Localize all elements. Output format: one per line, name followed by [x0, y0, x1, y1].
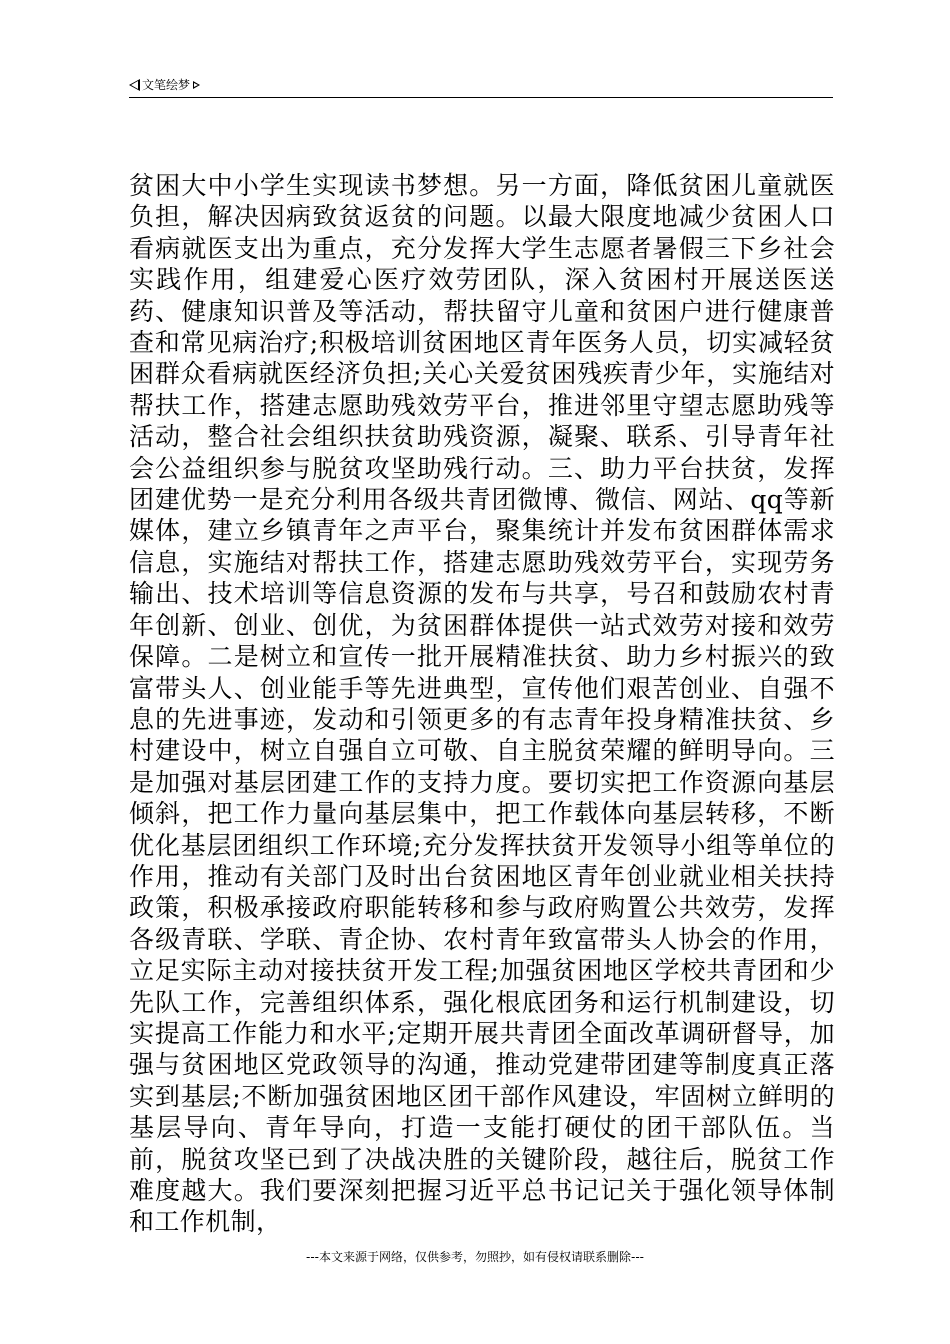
header-title: 文笔绘梦	[142, 78, 191, 92]
footer-disclaimer: ---本文来源于网络，仅供参考，勿照抄，如有侵权请联系删除---	[306, 1250, 644, 1264]
body-paragraph: 贫困大中小学生实现读书梦想。另一方面，降低贫困儿童就医负担，解决因病致贫返贫的问题。以最大限度地减少贫困人口看病就医支出为重点，充分发挥大学生志愿者暑假三下乡社会实践作用，组建爱心医疗效劳团队，深入贫困村开展送医送药、健康知识普及等活动，帮扶留守儿童和贫困户进行健康普查和常见病治疗;积极培训贫困地区青年医务人员，切实减轻贫困群众看病就医经济负担;关心关爱贫困残疾青少年，实施结对帮扶工作，搭建志愿助残效劳平台，推进邻里守望志愿助残等活动，整合社会组织扶贫助残资源，凝聚、联系、引导青年社会公益组织参与脱贫攻坚助残行动。三、助力平台扶贫，发挥团建优势一是充分利用各级共青团微博、微信、网站、qq等新媒体，建立乡镇青年之声平台，聚集统计并发布贫困群体需求信息，实施结对帮扶工作，搭建志愿助残效劳平台，实现劳务输出、技术培训等信息资源的发布与共享，号召和鼓励农村青年创新、创业、创优，为贫困群体提供一站式效劳对接和效劳保障。二是树立和宣传一批开展精准扶贫、助力乡村振兴的致富带头人、创业能手等先进典型，宣传他们艰苦创业、自强不息的先进事迹，发动和引领更多的有志青年投身精准扶贫、乡村建设中，树立自强自立可敬、自主脱贫荣耀的鲜明导向。三是加强对基层团建工作的支持力度。要切实把工作资源向基层倾斜，把工作力量向基层集中，把工作载体向基层转移，不断优化基层团组织工作环境;充分发挥扶贫开发领导小组等单位的作用，推动有关部门及时出台贫困地区青年创业就业相关扶持政策，积极承接政府职能转移和参与政府购置公共效劳，发挥各级青联、学联、青企协、农村青年致富带头人协会的作用，立足实际主动对接扶贫开发工程;加强贫困地区学校共青团和少先队工作，完善组织体系，强化根底团务和运行机制建设，切实提高工作能力和水平;定期开展共青团全面改革调研督导，加强与贫困地区党政领导的沟通，推动党建带团建等制度真正落实到基层;不断加强贫困地区团干部作风建设，牢固树立鲜明的基层导向、青年导向，打造一支能打硬仗的团干部队伍。当前，脱贫攻坚已到了决战决胜的关键阶段，越往后，脱贫工作难度越大。我们要深刻把握习近平总书记记关于强化领导体制和工作机制，	[129, 171, 835, 1237]
document-header	[129, 78, 200, 92]
triangle-right-icon	[193, 81, 200, 89]
triangle-left-icon	[129, 79, 140, 91]
header-divider	[129, 97, 833, 98]
